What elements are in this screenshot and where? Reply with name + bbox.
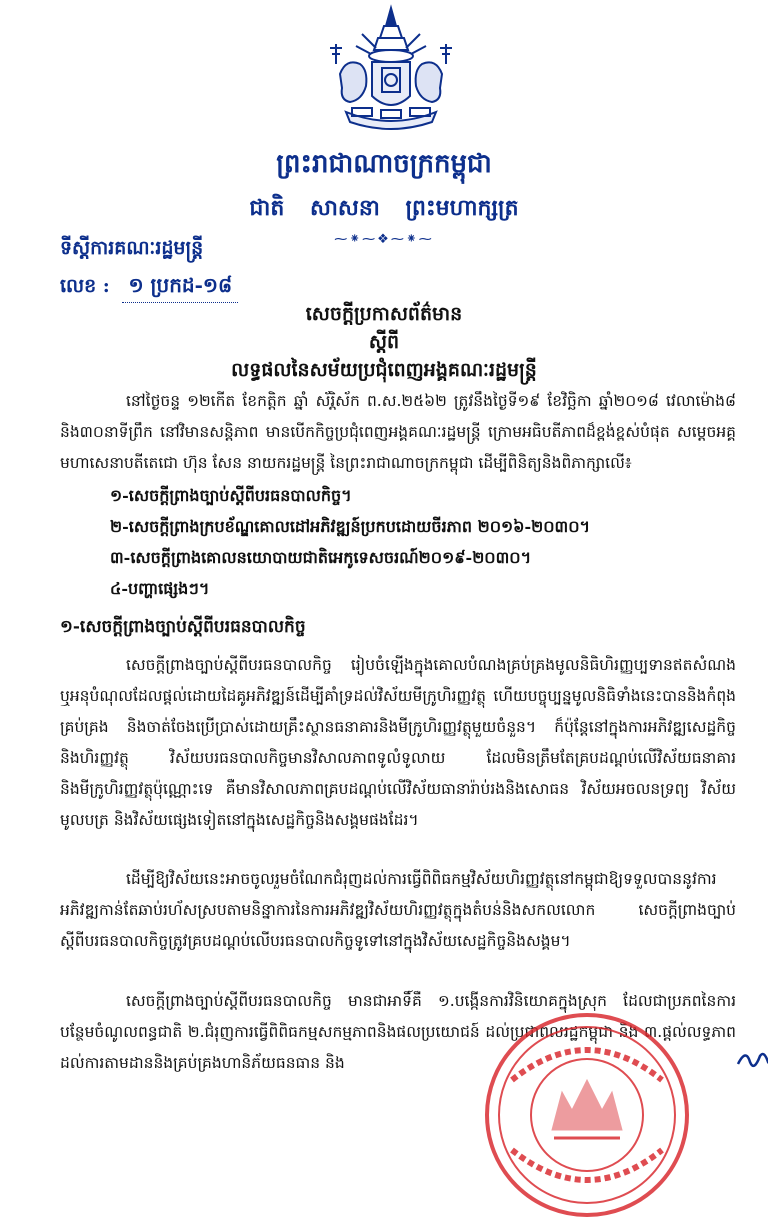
intro-paragraph <box>60 386 736 479</box>
section-1-paragraph-2 <box>60 864 736 957</box>
official-seal-icon <box>482 1010 692 1220</box>
ornament-divider: ⁓⁕⁓❖⁓⁕⁓ <box>334 232 434 247</box>
reference-label: លេខ : <box>60 275 110 297</box>
agenda-item: ១-សេចក្តីព្រាងច្បាប់ស្តីពីបរធនបាលកិច្ច។ <box>110 486 352 505</box>
national-motto: ជាតិ សាសនា ព្រះមហាក្សត្រ <box>249 195 519 221</box>
reference-value: ១ ប្រកដ-១៨ <box>122 272 238 303</box>
agenda-item: ២-សេចក្តីព្រាងក្របខ័ណ្ឌគោលដៅអភិវឌ្ឍន៍ប្រកបដោយចីរភាព ២០១៦-២០៣០។ <box>110 517 591 536</box>
paragraph-text: សេចក្តីព្រាងច្បាប់ស្តីពីបរធនបាលកិច្ច មានជាអាទិ៍គឺ ១.បង្កើនការវិនិយោគក្នុងស្រុក ដែលជាប្រភពនៃការបន្ថែមចំណូលពន្ធជាតិ ២.ជំរុញការធ្វើពិពិធកម្មសកម្មភាពនិងផលប្រយោជន៍ ដល់ប្រជាពលរដ្ឋកម្ពុជា និង ៣.ផ្តល់លទ្ធភាពដល់ការតាមដាននិងគ្រប់គ្រងហានិភ័យធនធាន និង <box>60 992 736 1072</box>
document-title: សេចក្តីប្រកាសព័ត៌មាន <box>305 303 463 325</box>
intro-text: នៅថ្ងៃចន្ទ ១២កើត ខែកត្តិក ឆ្នាំ ស័រ្តិស័ក ព.ស.២៥៦២ ត្រូវនឹងថ្ងៃទី១៩ ខែវិច្ឆិកា ឆ្នាំ២០១៨ វេលាម៉ោង៨ និង៣០នាទីព្រឹក នៅវិមានសន្តិភាព មានបើកកិច្ចប្រជុំពេញអង្គគណៈរដ្ឋមន្ត្រី ក្រោមអធិបតីភាពដ៏ខ្ពង់ខ្ពស់បំផុត សម្តេចអគ្គមហាសេនាបតីតេជោ ហ៊ុន សែន នាយករដ្ឋមន្ត្រី នៃព្រះរាជាណាចក្រកម្ពុជា ដើម្បីពិនិត្យនិងពិភាក្សាលើ៖ <box>60 392 736 472</box>
kingdom-name: ព្រះរាជាណាចក្រកម្ពុជា <box>276 149 492 179</box>
agenda-item: ៣-សេចក្តីព្រាងគោលនយោបាយជាតិអេកូទេសចរណ៍២០១៩-២០៣០។ <box>110 548 532 567</box>
agenda-item: ៤-បញ្ហាផ្សេងៗ។ <box>110 579 210 598</box>
document-title-subject-label: ស្តីពី <box>368 331 400 353</box>
signature-mark-icon <box>736 1046 768 1074</box>
paragraph-text: ដើម្បីឱ្យវិស័យនេះអាចចូលរួមចំណែកជំរុញដល់ការធ្វើពិពិធកម្មវិស័យហិរញ្ញវត្ថុនៅកម្ពុជាឱ្យទទួលបាននូវការអភិវឌ្ឍកាន់តែឆាប់រហ័សស្របតាមនិន្នាការនៃការអភិវឌ្ឍវិស័យហិរញ្ញវត្ថុក្នុងតំបន់និងសកលលោក សេចក្តីព្រាងច្បាប់ស្តីពីបរធនបាលកិច្ចត្រូវគ្របដណ្តប់លើបរធនបាលកិច្ចទូទៅនៅក្នុងវិស័យសេដ្ឋកិច្ចនិងសង្គម។ <box>60 870 736 950</box>
agenda-list <box>110 480 730 604</box>
royal-coat-of-arms-icon <box>326 4 456 136</box>
section-1-title: ១-សេចក្តីព្រាងច្បាប់ស្តីពីបរធនបាលកិច្ច <box>60 617 306 637</box>
section-1-paragraph-1 <box>60 650 736 836</box>
paragraph-text: សេចក្តីព្រាងច្បាប់ស្តីពីបរធនបាលកិច្ច រៀបចំឡើងក្នុងគោលបំណងគ្រប់គ្រងមូលនិធិហិរញ្ញប្បទានឥតសំណង ឬអនុបំណុលដែលផ្តល់ដោយដៃគូអភិវឌ្ឍន៍ដើម្បីគាំទ្រដល់វិស័យមីក្រូហិរញ្ញវត្ថុ ហើយបច្ចុប្បន្នមូលនិធិទាំងនេះបាននិងកំពុងគ្រប់គ្រង និងចាត់ចែងប្រើប្រាស់ដោយគ្រឹះស្ថានធនាគារនិងមីក្រូហិរញ្ញវត្ថុមួយចំនួន។ ក៏ប៉ុន្តែនៅក្នុងការអភិវឌ្ឍសេដ្ឋកិច្ចនិងហិរញ្ញវត្ថុ វិស័យបរធនបាលកិច្ចមានវិសាលភាពទូលំទូលាយ ដែលមិនត្រឹមតែគ្របដណ្តប់លើវិស័យធនាគារ និងមីក្រូហិរញ្ញវត្ថុប៉ុណ្ណោះទេ គឺមានវិសាលភាពគ្របដណ្តប់លើវិស័យធានារ៉ាប់រងនិងសោធន វិស័យអចលនទ្រព្យ វិស័យមូលបត្រ និងវិស័យផ្សេងទៀតនៅក្នុងសេដ្ឋកិច្ចនិងសង្គមផងដែរ។ <box>60 656 736 829</box>
office-name: ទីស្តីការគណៈរដ្ឋមន្ត្រី <box>60 237 204 259</box>
document-subject: លទ្ធផលនៃសម័យប្រជុំពេញអង្គគណៈរដ្ឋមន្ត្រី <box>231 359 537 381</box>
reference-number <box>60 272 238 303</box>
